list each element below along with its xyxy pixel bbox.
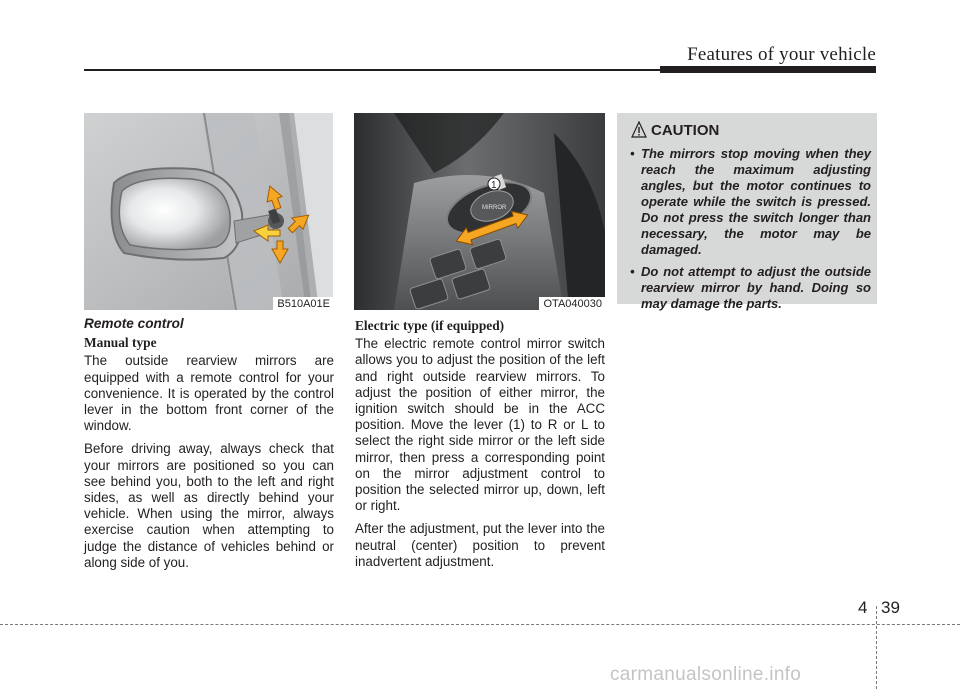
caution-title: CAUTION [651,121,720,139]
warning-icon [631,121,647,139]
caution-list [627,146,871,318]
caution-header [631,121,719,139]
header-rule [84,69,660,71]
section-title: Features of your vehicle [687,44,876,65]
paragraph: The outside rearview mirrors are equipped with a remote control for your convenience. It is operated by the control lever in the bottom front corner of the window. [84,353,334,434]
switch-label: MIRROR [482,205,507,211]
caution-item: • The mirrors stop moving when they reach the maximum adjusting angles, but the motor continues to operate while the switch is pressed. Do not press the switch longer than necessary, the motor may be damaged. [630,146,871,257]
side-mirror-figure [84,113,333,310]
caution-item: • Do not attempt to adjust the outside rearview mirror by hand. Doing so may damage the parts. [630,264,871,311]
figure-label: B510A01E [273,297,333,310]
subheading-electric-type: Electric type (if equipped) [355,318,505,333]
heading-remote-control: Remote control [84,316,184,331]
header-bar [660,66,876,73]
page-number: 39 [881,598,900,617]
subheading-manual-type: Manual type [84,335,157,351]
side-mirror-illustration [84,113,333,310]
mirror-switch-figure [354,113,605,310]
footer-divider [876,606,877,689]
watermark: carmanualsonline.info [610,664,802,685]
callout-number: 1 [491,180,497,191]
paragraph: After the adjustment, put the lever into the neutral (center) position to prevent inadvertent adjustment. [355,521,605,569]
left-column [84,316,334,578]
middle-column [355,318,605,577]
paragraph: Before driving away, always check that your mirrors are positioned so you can see behind you, both to the left and right sides, as well as directly behind your vehicle. When using the mirror, always exercise caution when attempting to judge the distance of vehicles behind or along side of you. [84,441,334,570]
footer-rule [0,624,960,625]
figure-label: OTA040030 [539,297,605,310]
caution-box [617,113,877,311]
paragraph: The electric remote control mirror switch allows you to adjust the position of the left and right outside rearview mirrors. To adjust the position of either mirror, the ignition switch should be in the ACC position. Move the lever (1) to R or L to select the right side mirror or the left side mirror, then press a corresponding point on the mirror adjustment control to position the selected mirror up, down, left or right. [355,336,605,514]
door-switch-illustration [354,113,605,310]
chapter-number: 4 [858,598,868,617]
